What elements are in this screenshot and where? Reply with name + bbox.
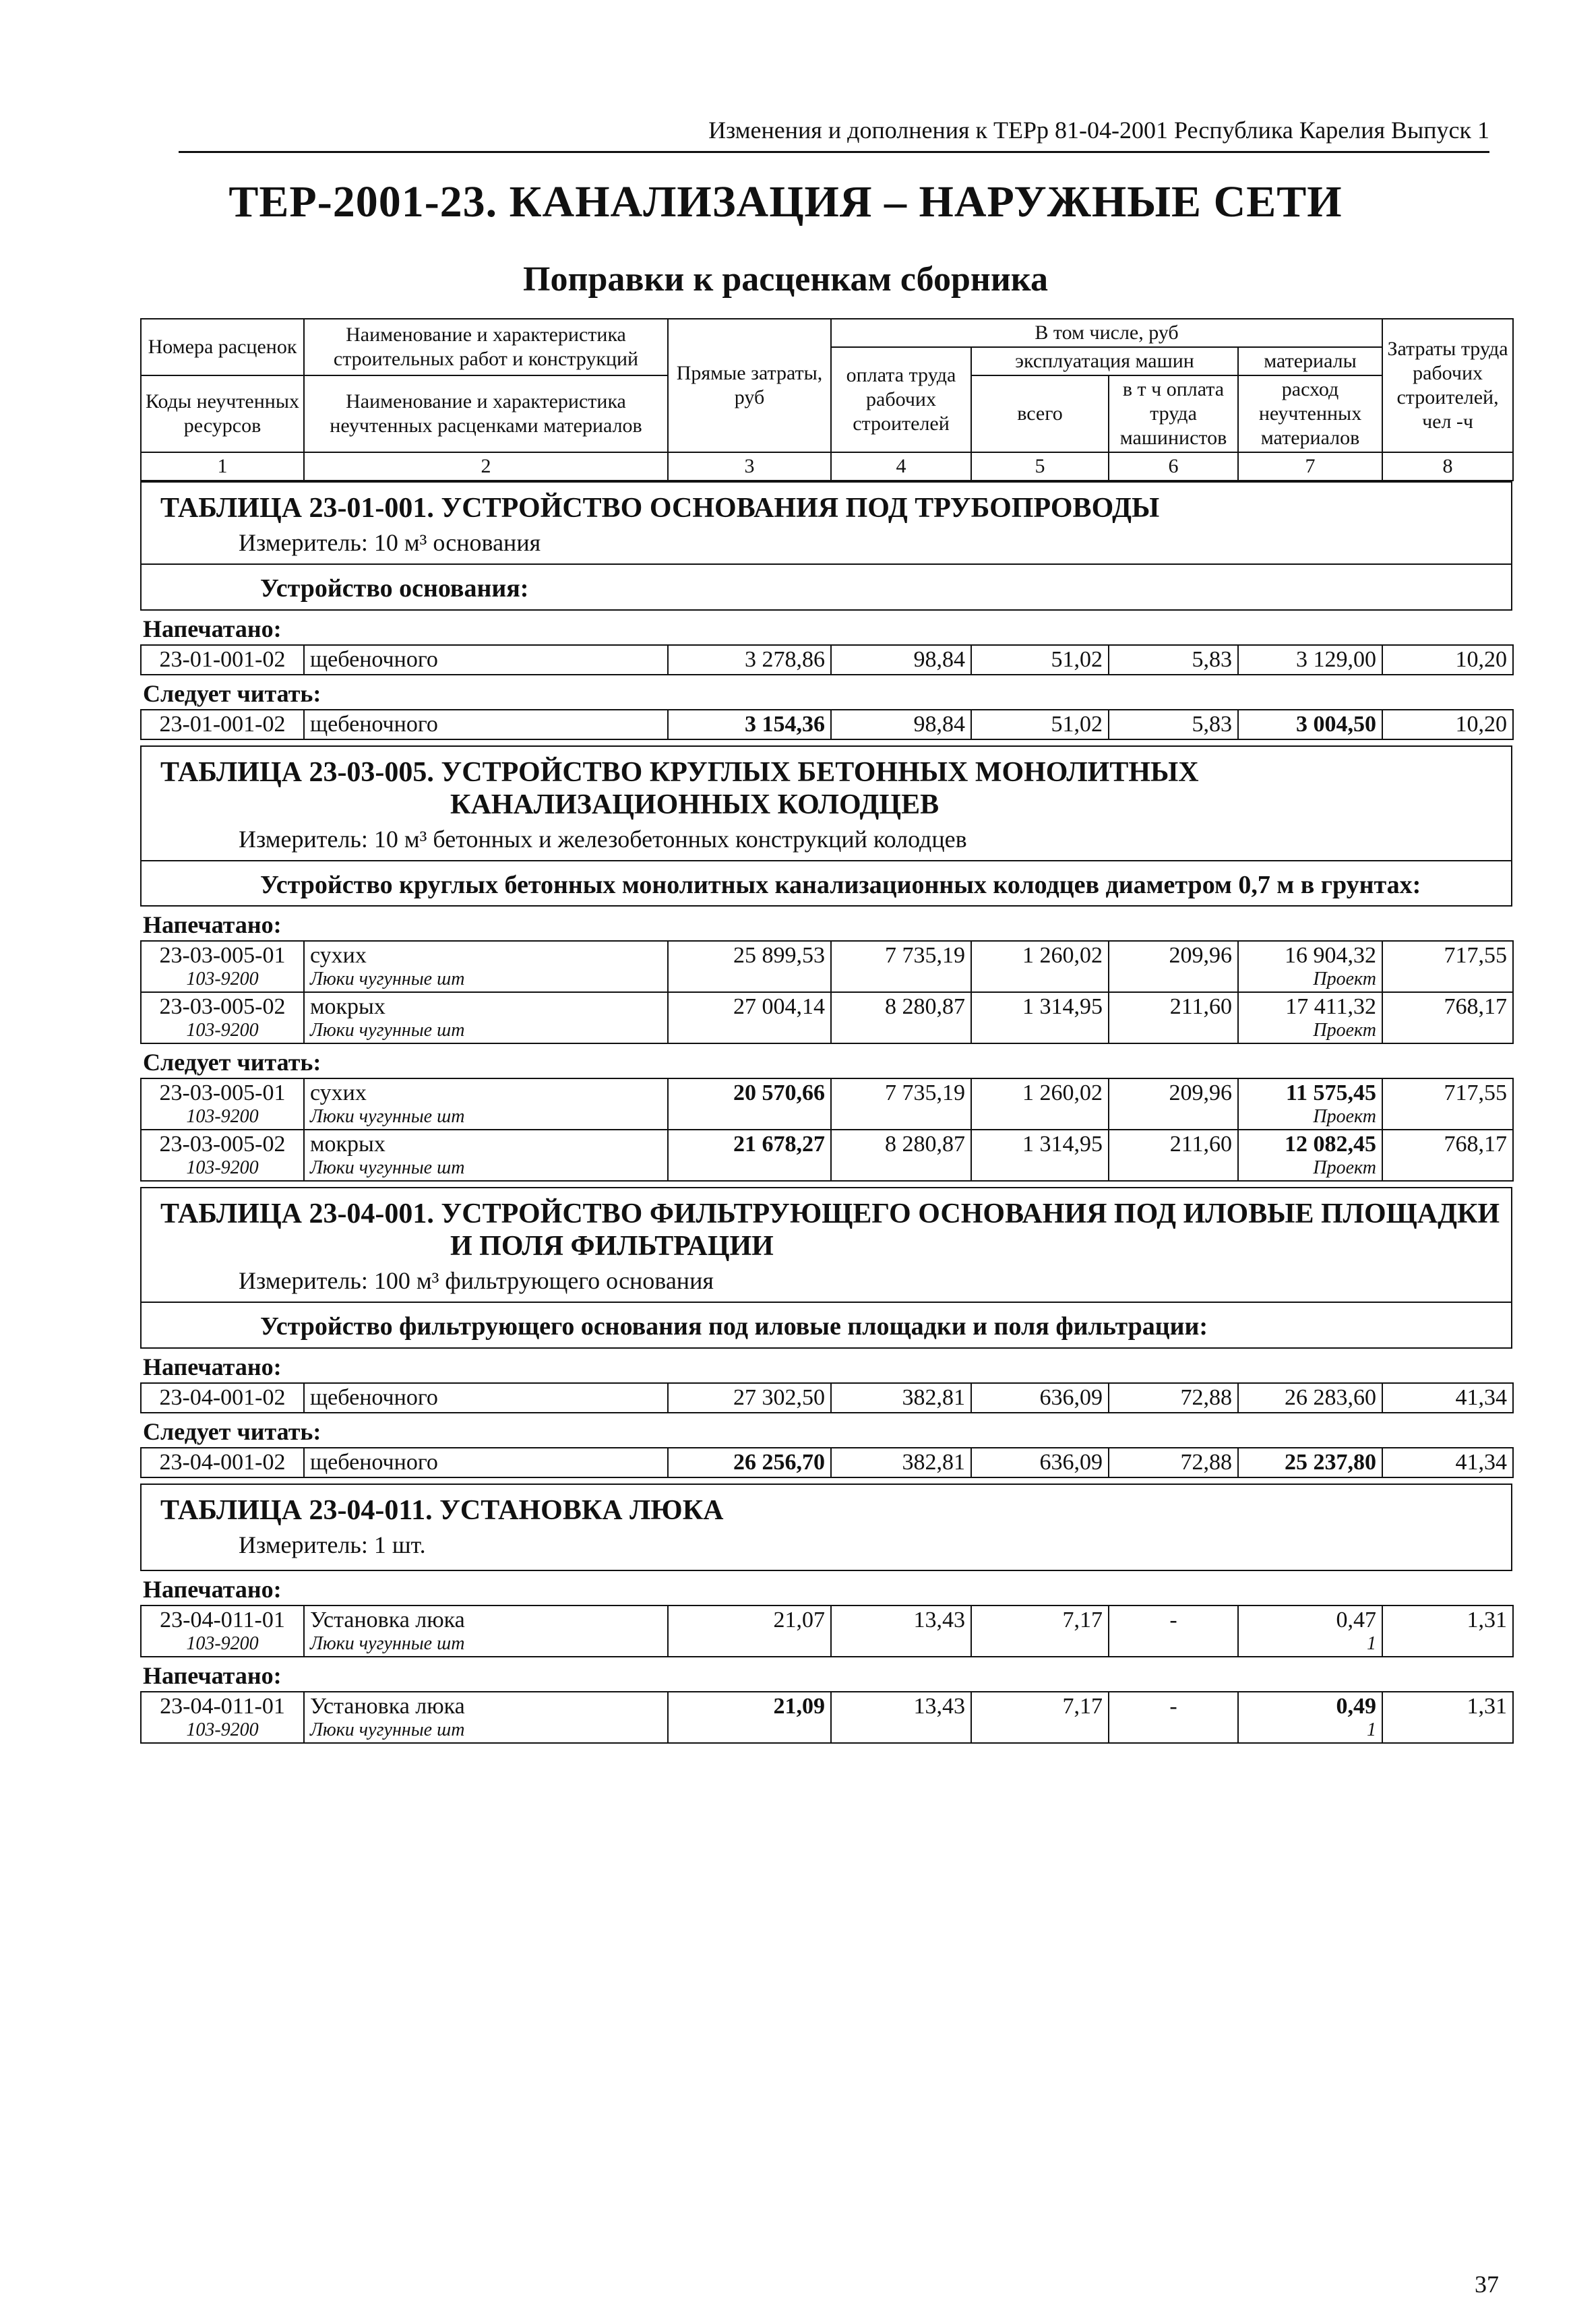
direct-cost: 25 899,53 [668, 941, 831, 992]
section-box [140, 563, 1512, 611]
rate-code-cell [141, 992, 304, 1043]
machinist-pay: - [1109, 1692, 1238, 1743]
table-title: ТАБЛИЦА 23-04-011. УСТАНОВКА ЛЮКА [160, 1494, 724, 1526]
rate-code: 23-04-001-02 [141, 1448, 304, 1477]
col-header-materials: материалы [1238, 347, 1382, 375]
rate-name-cell [304, 941, 668, 992]
materials-note: 1 [1367, 1632, 1376, 1654]
materials: 12 082,45 [1285, 1132, 1376, 1157]
rate-name: щебеночного [304, 645, 668, 675]
direct-cost: 21,07 [668, 1606, 831, 1657]
col-number-6: 6 [1109, 452, 1238, 481]
resource-code: 103-9200 [186, 969, 259, 989]
labor-pay: 13,43 [831, 1692, 971, 1743]
col-number-2: 2 [304, 452, 668, 481]
col-header-3: Прямые затраты, руб [668, 319, 831, 452]
material-name: Люки чугунные шт [310, 1106, 465, 1127]
col-header-4: оплата труда рабочих строителей [831, 347, 971, 452]
section-box [140, 860, 1512, 907]
machinist-pay: 209,96 [1109, 941, 1238, 992]
materials-cell [1238, 1606, 1382, 1657]
material-name: Люки чугунные шт [310, 969, 465, 989]
col-number-5: 5 [971, 452, 1109, 481]
machinist-pay: 72,88 [1109, 1448, 1238, 1477]
materials: 26 283,60 [1238, 1383, 1382, 1413]
resource-code: 103-9200 [186, 1106, 259, 1127]
table-title: ТАБЛИЦА 23-04-001. УСТРОЙСТВО ФИЛЬТРУЮЩЕГО ОСНОВАНИЯ ПОД ИЛОВЫЕ ПЛОЩАДКИ [160, 1198, 1500, 1229]
rate-code: 23-03-005-01 [159, 943, 286, 968]
col-number-4: 4 [831, 452, 971, 481]
machinist-pay: 5,83 [1109, 710, 1238, 739]
page-subtitle: Поправки к расценкам сборника [523, 260, 1048, 299]
table-23-04-011-header [140, 1484, 1512, 1571]
labor-pay: 98,84 [831, 710, 971, 739]
rate-name: мокрых [310, 1132, 386, 1157]
read-label: Следует читать: [143, 1417, 321, 1445]
machinist-pay: 5,83 [1109, 645, 1238, 675]
machinist-pay: 211,60 [1109, 992, 1238, 1043]
machines-total: 636,09 [971, 1448, 1109, 1477]
materials-cell [1238, 992, 1382, 1043]
material-name: Люки чугунные шт [310, 1632, 465, 1654]
labor-pay: 7 735,19 [831, 1078, 971, 1130]
read-label: Следует читать: [143, 1049, 321, 1076]
machines-total: 636,09 [971, 1383, 1109, 1413]
col-number-1: 1 [141, 452, 304, 481]
table-title: ТАБЛИЦА 23-01-001. УСТРОЙСТВО ОСНОВАНИЯ ПОД ТРУБОПРОВОДЫ [160, 493, 1160, 524]
table-row [141, 992, 1513, 1043]
labor-hours: 10,20 [1382, 710, 1513, 739]
table-row [141, 941, 1513, 992]
rate-name: сухих [310, 1080, 367, 1105]
table-measure: Измеритель: 1 шт. [239, 1531, 426, 1558]
rate-code: 23-03-005-02 [159, 1132, 286, 1157]
col-header-2a: Наименование и характеристика строительных работ и конструкций [304, 319, 668, 375]
machines-total: 1 260,02 [971, 1078, 1109, 1130]
labor-pay: 13,43 [831, 1606, 971, 1657]
materials: 11 575,45 [1285, 1080, 1376, 1105]
materials: 0,49 [1336, 1693, 1376, 1719]
col-header-1a: Номера расценок [141, 319, 304, 375]
running-header: Изменения и дополнения к ТЕРр 81-04-2001 Республика Карелия Выпуск 1 [708, 117, 1489, 144]
table-23-04-001-header [140, 1187, 1512, 1302]
materials-note: Проект [1313, 1106, 1376, 1127]
table-row [141, 1130, 1513, 1181]
rate-name: щебеночного [304, 710, 668, 739]
rate-code: 23-01-001-02 [141, 710, 304, 739]
rate-code-cell [141, 1692, 304, 1743]
labor-pay: 8 280,87 [831, 992, 971, 1043]
table-row [140, 1447, 1514, 1478]
materials: 17 411,32 [1285, 994, 1376, 1019]
direct-cost: 3 154,36 [668, 710, 831, 739]
labor-hours: 41,34 [1382, 1448, 1513, 1477]
materials: 3 004,50 [1238, 710, 1382, 739]
materials-note: 1 [1367, 1719, 1376, 1740]
labor-pay: 8 280,87 [831, 1130, 971, 1181]
rate-code: 23-04-011-01 [160, 1693, 285, 1719]
labor-hours: 10,20 [1382, 645, 1513, 675]
materials-note: Проект [1313, 1020, 1376, 1041]
table-title-cont: И ПОЛЯ ФИЛЬТРАЦИИ [450, 1231, 774, 1262]
rate-name: щебеночного [304, 1448, 668, 1477]
materials-cell [1238, 1130, 1382, 1181]
direct-cost: 21 678,27 [668, 1130, 831, 1181]
table-row [140, 1605, 1514, 1657]
table-rows [140, 1078, 1514, 1182]
machines-total: 51,02 [971, 645, 1109, 675]
labor-hours: 1,31 [1382, 1606, 1513, 1657]
machinist-pay: 72,88 [1109, 1383, 1238, 1413]
machinist-pay: 209,96 [1109, 1078, 1238, 1130]
table-title-cont: КАНАЛИЗАЦИОННЫХ КОЛОДЦЕВ [450, 789, 939, 820]
col-header-8: Затраты труда рабочих строителей, чел -ч [1382, 319, 1513, 452]
materials-cell [1238, 941, 1382, 992]
rate-name-cell [304, 992, 668, 1043]
table-23-03-005-header [140, 745, 1512, 860]
labor-pay: 382,81 [831, 1448, 971, 1477]
table-title: ТАБЛИЦА 23-03-005. УСТРОЙСТВО КРУГЛЫХ БЕТОННЫХ МОНОЛИТНЫХ [160, 756, 1199, 788]
rate-code-cell [141, 941, 304, 992]
table-row [140, 644, 1514, 675]
resource-code: 103-9200 [186, 1157, 259, 1178]
section-title: Устройство фильтрующего основания под иловые площадки и поля фильтрации: [260, 1312, 1208, 1341]
direct-cost: 3 278,86 [668, 645, 831, 675]
rate-code: 23-01-001-02 [141, 645, 304, 675]
direct-cost: 27 004,14 [668, 992, 831, 1043]
rate-code: 23-04-011-01 [160, 1607, 285, 1632]
materials: 16 904,32 [1285, 943, 1376, 968]
section-title: Устройство круглых бетонных монолитных канализационных колодцев диаметром 0,7 м в грунтах: [260, 870, 1421, 899]
col-number-8: 8 [1382, 452, 1513, 481]
table-measure: Измеритель: 10 м³ бетонных и железобетонных конструкций колодцев [239, 825, 967, 853]
rate-code-cell [141, 1606, 304, 1657]
rate-name-cell [304, 1692, 668, 1743]
rate-code-cell [141, 1078, 304, 1130]
labor-hours: 1,31 [1382, 1692, 1513, 1743]
direct-cost: 27 302,50 [668, 1383, 831, 1413]
rate-code: 23-03-005-02 [159, 994, 286, 1019]
resource-code: 103-9200 [186, 1719, 259, 1740]
labor-hours: 717,55 [1382, 941, 1513, 992]
direct-cost: 26 256,70 [668, 1448, 831, 1477]
resource-code: 103-9200 [186, 1632, 259, 1654]
labor-pay: 7 735,19 [831, 941, 971, 992]
read-label: Следует читать: [143, 679, 321, 707]
materials: 3 129,00 [1238, 645, 1382, 675]
machines-total: 1 314,95 [971, 1130, 1109, 1181]
labor-pay: 382,81 [831, 1383, 971, 1413]
section-title: Устройство основания: [260, 574, 529, 603]
material-name: Люки чугунные шт [310, 1157, 465, 1178]
labor-hours: 768,17 [1382, 992, 1513, 1043]
printed-label: Напечатано: [143, 911, 282, 938]
page-number: 37 [1475, 2271, 1499, 2298]
materials: 0,47 [1336, 1607, 1376, 1632]
col-header-group: В том числе, руб [831, 319, 1382, 347]
table-row [141, 1078, 1513, 1130]
rate-name-cell [304, 1606, 668, 1657]
col-number-7: 7 [1238, 452, 1382, 481]
rate-code: 23-03-005-01 [159, 1080, 286, 1105]
col-header-1b: Коды неучтенных ресурсов [141, 375, 304, 452]
labor-hours: 41,34 [1382, 1383, 1513, 1413]
table-measure: Измеритель: 10 м³ основания [239, 529, 541, 556]
header-rule [179, 151, 1489, 153]
machines-total: 51,02 [971, 710, 1109, 739]
material-name: Люки чугунные шт [310, 1020, 465, 1041]
direct-cost: 21,09 [668, 1692, 831, 1743]
corrections-document [140, 318, 1512, 1744]
machinist-pay: - [1109, 1606, 1238, 1657]
table-row [140, 1382, 1514, 1413]
machinist-pay: 211,60 [1109, 1130, 1238, 1181]
machines-total: 1 314,95 [971, 992, 1109, 1043]
labor-hours: 768,17 [1382, 1130, 1513, 1181]
rate-code-cell [141, 1130, 304, 1181]
machines-total: 7,17 [971, 1692, 1109, 1743]
rate-name: Установка люка [310, 1607, 465, 1632]
material-name: Люки чугунные шт [310, 1719, 465, 1740]
col-header-5: всего [971, 375, 1109, 452]
col-header-7: расход неучтенных материалов [1238, 375, 1382, 452]
rate-name-cell [304, 1078, 668, 1130]
rate-name-cell [304, 1130, 668, 1181]
column-header-table [140, 318, 1514, 481]
rate-name: сухих [310, 943, 367, 968]
rate-name: щебеночного [304, 1383, 668, 1413]
materials-cell [1238, 1692, 1382, 1743]
direct-cost: 20 570,66 [668, 1078, 831, 1130]
col-header-machines: эксплуатация машин [971, 347, 1238, 375]
printed-label: Напечатано: [143, 1575, 282, 1603]
materials-note: Проект [1313, 969, 1376, 989]
resource-code: 103-9200 [186, 1020, 259, 1041]
rate-name: мокрых [310, 994, 386, 1019]
section-box [140, 1302, 1512, 1349]
materials-cell [1238, 1078, 1382, 1130]
printed-label: Напечатано: [143, 615, 282, 642]
rate-code: 23-04-001-02 [141, 1383, 304, 1413]
page-title: ТЕР-2001-23. КАНАЛИЗАЦИЯ – НАРУЖНЫЕ СЕТИ [228, 177, 1343, 226]
col-header-2b: Наименование и характеристика неучтенных расценками материалов [304, 375, 668, 452]
table-row [140, 1691, 1514, 1744]
materials-note: Проект [1313, 1157, 1376, 1178]
rate-name: Установка люка [310, 1693, 465, 1719]
labor-pay: 98,84 [831, 645, 971, 675]
table-23-01-001-header [140, 481, 1512, 563]
table-measure: Измеритель: 100 м³ фильтрующего основания [239, 1267, 714, 1294]
printed-label: Напечатано: [143, 1353, 282, 1380]
col-header-6: в т ч оплата труда машинистов [1109, 375, 1238, 452]
table-rows [140, 940, 1514, 1044]
col-number-3: 3 [668, 452, 831, 481]
machines-total: 7,17 [971, 1606, 1109, 1657]
table-row [140, 709, 1514, 740]
printed-label: Напечатано: [143, 1661, 282, 1689]
labor-hours: 717,55 [1382, 1078, 1513, 1130]
machines-total: 1 260,02 [971, 941, 1109, 992]
materials: 25 237,80 [1238, 1448, 1382, 1477]
